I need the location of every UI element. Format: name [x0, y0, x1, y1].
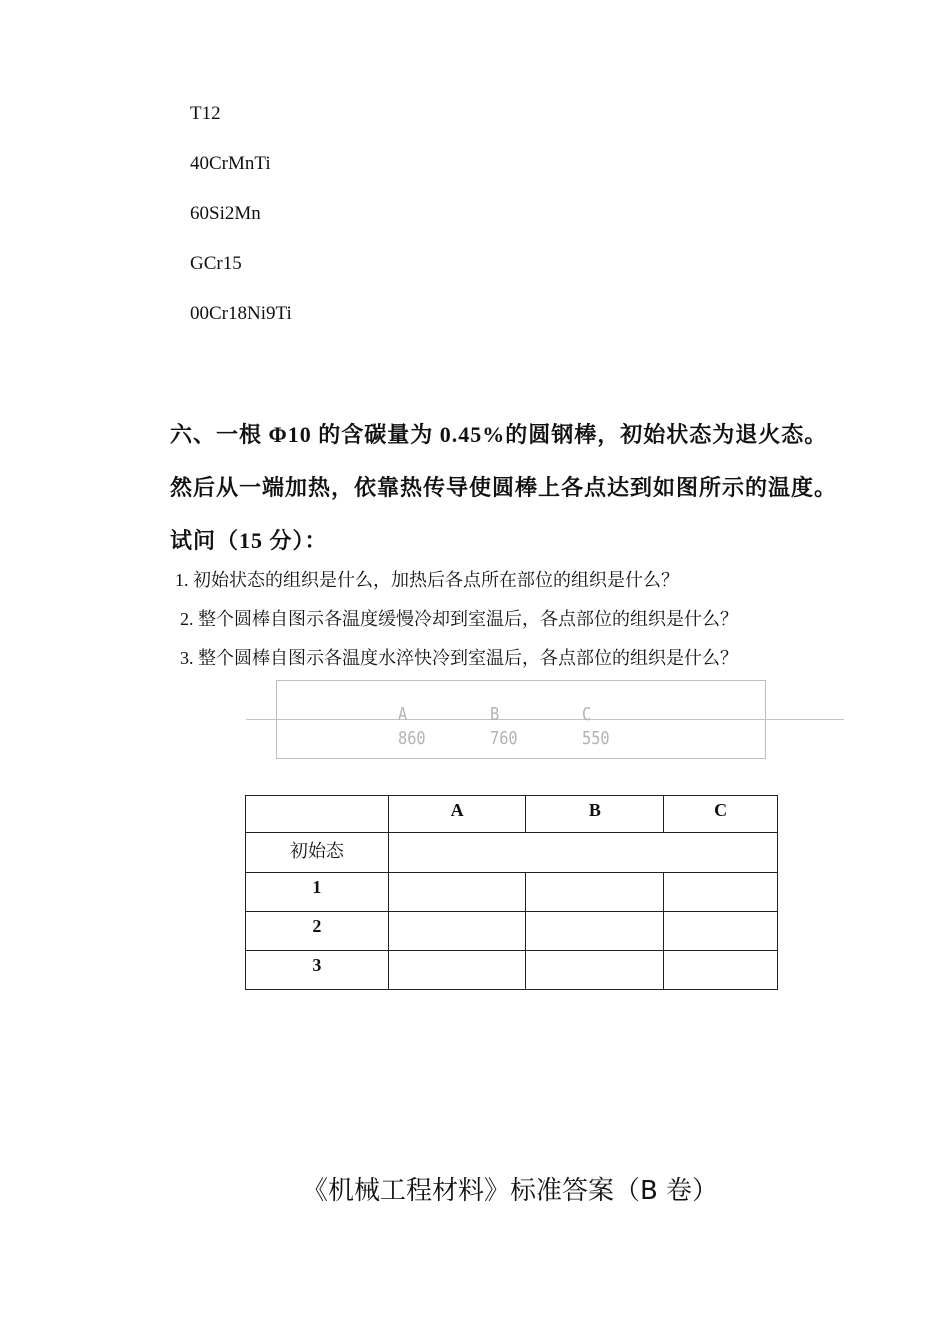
point-label: B	[490, 704, 500, 725]
answer-cell[interactable]	[388, 951, 526, 990]
material-item: 00Cr18Ni9Ti	[190, 303, 292, 324]
table-header-cell: B	[526, 796, 664, 833]
answer-cell[interactable]	[388, 912, 526, 951]
row-label: 初始态	[246, 833, 389, 873]
answer-cell[interactable]	[526, 873, 664, 912]
answer-cell[interactable]	[388, 833, 777, 873]
answer-cell[interactable]	[526, 912, 664, 951]
table-row	[246, 912, 778, 951]
material-item: GCr15	[190, 253, 242, 274]
question-item: 3. 整个圆棒自图示各温度水淬快冷到室温后，各点部位的组织是什么？	[180, 648, 738, 668]
table-row	[246, 833, 778, 873]
answer-cell[interactable]	[388, 873, 526, 912]
table-row	[246, 951, 778, 990]
answer-cell[interactable]	[526, 951, 664, 990]
section-heading-line: 六、一根 Φ10 的含碳量为 0.45%的圆钢棒，初始状态为退火态。	[170, 422, 828, 447]
rod-axis-line	[246, 719, 844, 720]
point-temperature: 760	[490, 728, 518, 749]
row-label: 3	[246, 951, 389, 990]
material-item: 60Si2Mn	[190, 203, 261, 224]
row-label: 2	[246, 912, 389, 951]
answer-key-title: 《机械工程材料》标准答案（B 卷）	[301, 1176, 719, 1206]
table-header-cell: A	[388, 796, 526, 833]
table-header-cell: C	[664, 796, 778, 833]
point-label: C	[582, 704, 592, 725]
table-header-cell	[246, 796, 389, 833]
answer-cell[interactable]	[664, 951, 778, 990]
question-item: 2. 整个圆棒自图示各温度缓慢冷却到室温后，各点部位的组织是什么？	[180, 609, 738, 629]
point-label: A	[398, 704, 408, 725]
material-item: T12	[190, 103, 221, 124]
answer-cell[interactable]	[664, 873, 778, 912]
answer-cell[interactable]	[664, 912, 778, 951]
material-item: 40CrMnTi	[190, 153, 271, 174]
table-header-row	[246, 796, 778, 833]
section-heading-line: 试问（15 分）：	[170, 528, 328, 553]
row-label: 1	[246, 873, 389, 912]
question-item: 1. 初始状态的组织是什么，加热后各点所在部位的组织是什么？	[175, 570, 679, 590]
section-heading-line: 然后从一端加热，依靠热传导使圆棒上各点达到如图所示的温度。	[170, 475, 838, 500]
answer-table	[245, 795, 778, 990]
point-temperature: 860	[398, 728, 426, 749]
point-temperature: 550	[582, 728, 610, 749]
table-row	[246, 873, 778, 912]
